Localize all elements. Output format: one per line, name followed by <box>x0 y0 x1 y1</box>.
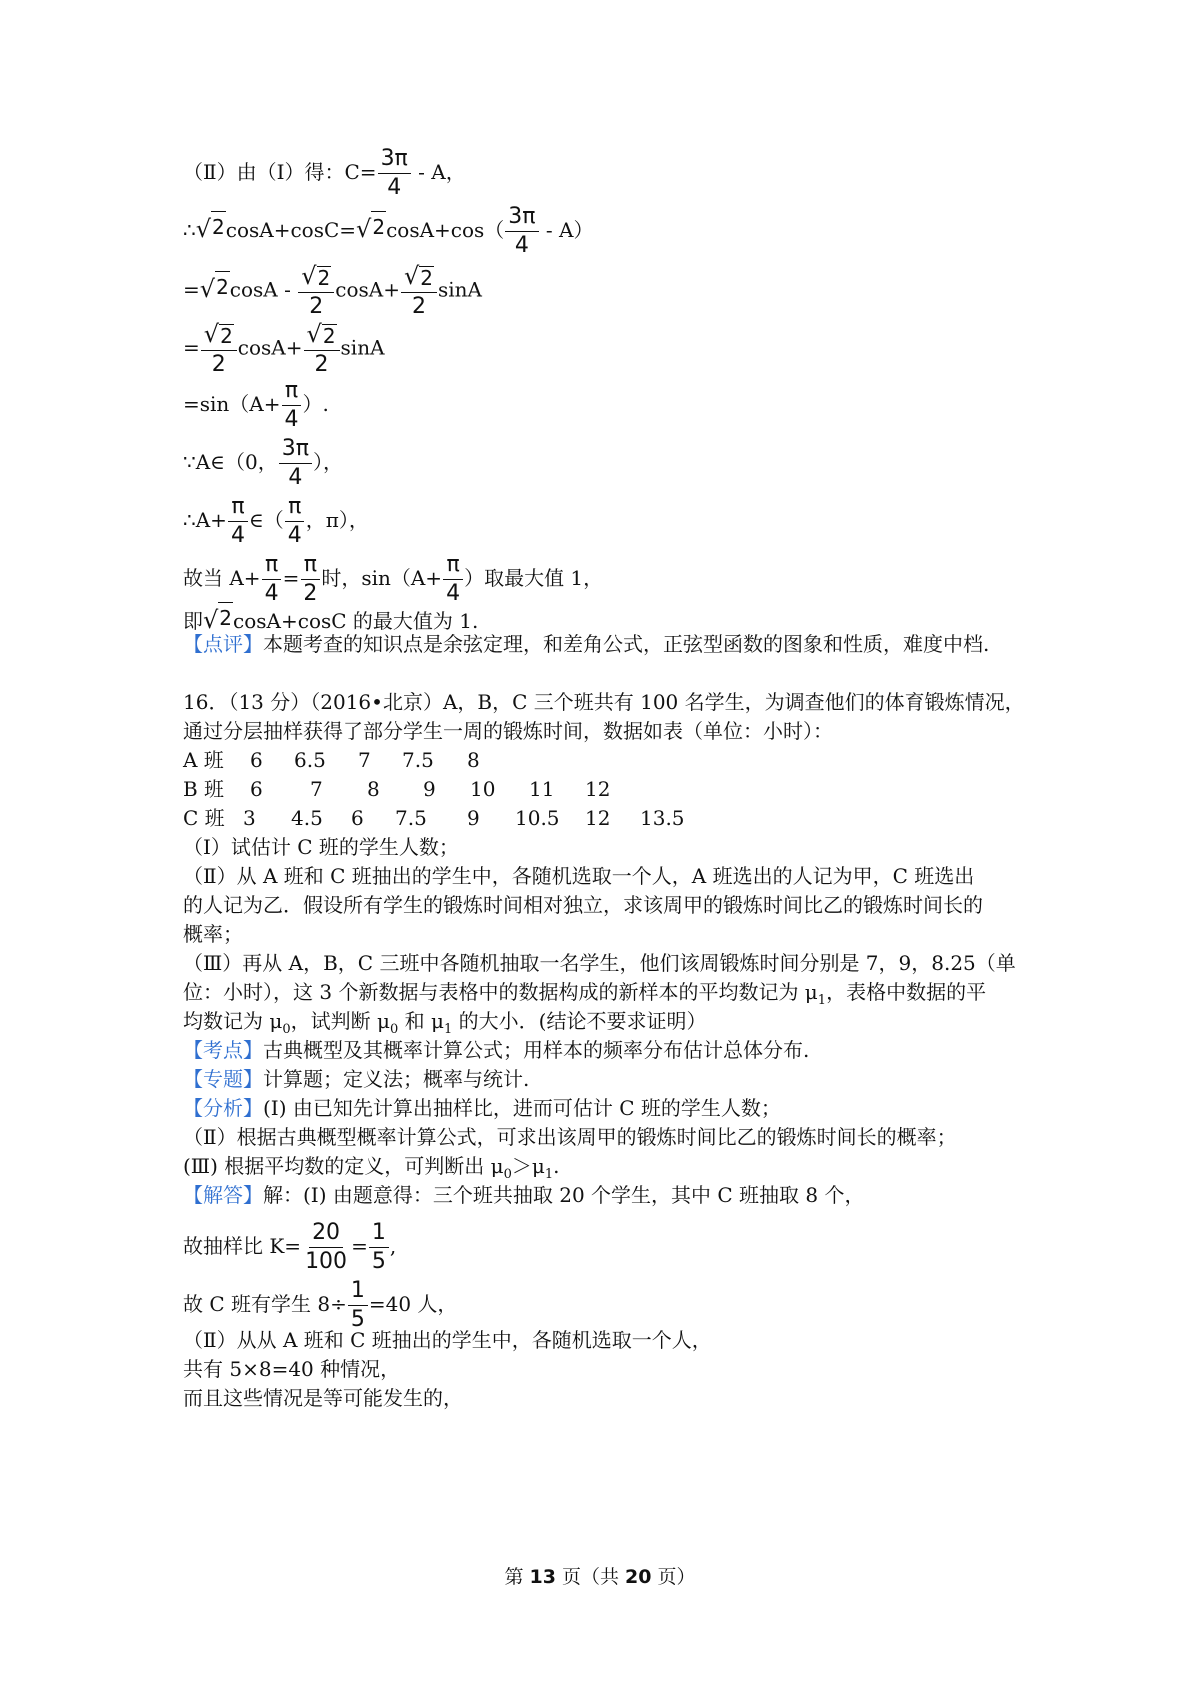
question-16-part3-a: （Ⅲ）再从 A，B，C 三班中各随机抽取一名学生，他们该周锻炼时间分别是 7，9，8.25（单 <box>183 951 1016 975</box>
fraction: √ 2 2 <box>304 322 340 376</box>
fraction: $\frac{1}{5}$ <box>369 1222 389 1273</box>
sqrt: √ 2 <box>356 211 386 241</box>
fraction: $\frac{\pi}{4}$ <box>282 380 302 431</box>
comment-line: 【点评】本题考查的知识点是余弦定理，和差角公式，正弦型函数的图象和性质，难度中档. <box>183 632 990 656</box>
fraction: $\frac{\pi}{4}$ <box>285 496 305 547</box>
table-row: A 班 6 6.5 7 7.5 8 <box>183 748 480 772</box>
fraction: √ 2 2 <box>201 322 237 376</box>
fraction: $\frac{3\pi}{4}$ <box>505 206 538 257</box>
comment-tag: 【点评】 <box>183 632 263 656</box>
fraction: √ 2 2 <box>401 264 437 318</box>
page-total: 20 <box>625 1566 652 1588</box>
line-max: 故当 A+ $\frac{\pi}{4}$ = $\frac{\pi}{2}$ 时，sin（A+ $\frac{\pi}{4}$ ）取最大值 1， <box>183 552 604 606</box>
fraction: $\frac{1}{5}$ <box>348 1280 368 1331</box>
line-sin: =sin（A+ $\frac{\pi}{4}$ ）. <box>183 378 329 432</box>
fraction: $\frac{\pi}{4}$ <box>228 496 248 547</box>
question-16-part2-a: （Ⅱ）从 A 班和 C 班抽出的学生中，各随机选取一个人，A 班选出的人记为甲，C 班选出 <box>183 864 975 888</box>
table-row: C 班 3 4.5 6 7.5 9 10.5 12 13.5 <box>183 806 685 830</box>
question-16-line2: 通过分层抽样获得了部分学生一周的锻炼时间，数据如表（单位：小时）： <box>183 719 833 743</box>
line-sum-expression: ∴ √ 2 cosA+cosC= √ 2 cosA+cos（ $\frac{3\pi}{4}$ - A） <box>183 204 594 258</box>
analysis-tag: 【分析】 <box>183 1096 263 1120</box>
line-conclusion: 即 √ 2 cosA+cosC 的最大值为 1. <box>183 602 478 635</box>
class-c-count: 故 C 班有学生 8÷ $\frac{1}{5}$ =40 人， <box>183 1278 458 1332</box>
question-16-part2-c: 概率； <box>183 922 243 946</box>
sqrt: √ 2 <box>196 211 226 241</box>
topic: 【专题】计算题；定义法；概率与统计. <box>183 1067 530 1091</box>
solution-2-line1: （Ⅱ）从从 A 班和 C 班抽出的学生中，各随机选取一个人， <box>183 1328 712 1352</box>
answer: 【解答】解：(Ⅰ) 由题意得：三个班共抽取 20 个学生，其中 C 班抽取 8 个， <box>183 1183 865 1207</box>
question-16-line1: 16．（13 分）（2016•北京）A，B，C 三个班共有 100 名学生，为调查他们的体育锻炼情况， <box>183 690 1025 714</box>
solution-2-line3: 而且这些情况是等可能发生的， <box>183 1386 463 1410</box>
fraction: $\frac{\pi}{2}$ <box>300 554 320 605</box>
fraction: $\frac{20}{100}$ <box>305 1220 348 1274</box>
knowledge-point: 【考点】古典概型及其概率计算公式；用样本的频率分布估计总体分布. <box>183 1038 810 1062</box>
topic-tag: 【专题】 <box>183 1067 263 1091</box>
line-expand: = √ 2 cosA - √ 2 2 cosA+ √ 2 2 sinA <box>183 262 482 319</box>
question-16-part3-c: 均数记为 $\mu_0$，试判断 $\mu_0$ 和 $\mu_1$ 的大小．(结论不要求证明） <box>183 1009 707 1037</box>
solution-2-line2: 共有 5×8=40 种情况， <box>183 1357 401 1381</box>
fraction: $\frac{\pi}{4}$ <box>443 554 463 605</box>
analysis-3: (Ⅲ) 根据平均数的定义，可判断出 $\mu_0>\mu_1$. <box>183 1154 560 1182</box>
analysis-2: （Ⅱ）根据古典概型概率计算公式，可求出该周甲的锻炼时间比乙的锻炼时间长的概率； <box>183 1125 957 1149</box>
answer-tag: 【解答】 <box>183 1183 263 1207</box>
question-16-part2-b: 的人记为乙．假设所有学生的锻炼时间相对独立，求该周甲的锻炼时间比乙的锻炼时间长的 <box>183 893 983 917</box>
question-16-part1: （Ⅰ）试估计 C 班的学生人数； <box>183 835 459 859</box>
fraction: $\frac{3\pi}{4}$ <box>279 438 312 489</box>
fraction: $\frac{\pi}{4}$ <box>262 554 282 605</box>
question-16-part3-b: 位：小时），这 3 个新数据与表格中的数据构成的新样本的平均数记为 $\mu_1$，表格中数据的平 <box>183 980 987 1008</box>
page-number: 13 <box>529 1566 556 1588</box>
line-simplify: = √ 2 2 cosA+ √ 2 2 sinA <box>183 320 385 377</box>
line-range-a: ∵A∈（0， $\frac{3\pi}{4}$ ）， <box>183 436 343 490</box>
analysis: 【分析】(Ⅰ) 由已知先计算出抽样比，进而可估计 C 班的学生人数； <box>183 1096 781 1120</box>
line-c-expression: （Ⅱ）由（Ⅰ）得：C= $\frac{3\pi}{4}$ - A， <box>183 146 466 200</box>
line-range-shift: ∴A+ $\frac{\pi}{4}$ ∈（ $\frac{\pi}{4}$ ，π）， <box>183 494 369 548</box>
fraction: √ 2 2 <box>298 264 334 318</box>
sampling-ratio: 故抽样比 K= $\frac{20}{100}$ = $\frac{1}{5}$ , <box>183 1220 397 1274</box>
page-footer: 第 13 页（共 20 页） <box>504 1566 696 1588</box>
fraction: $\frac{3\pi}{4}$ <box>378 148 411 199</box>
table-row: B 班 6 7 8 9 10 11 12 <box>183 777 611 801</box>
knowledge-tag: 【考点】 <box>183 1038 263 1062</box>
